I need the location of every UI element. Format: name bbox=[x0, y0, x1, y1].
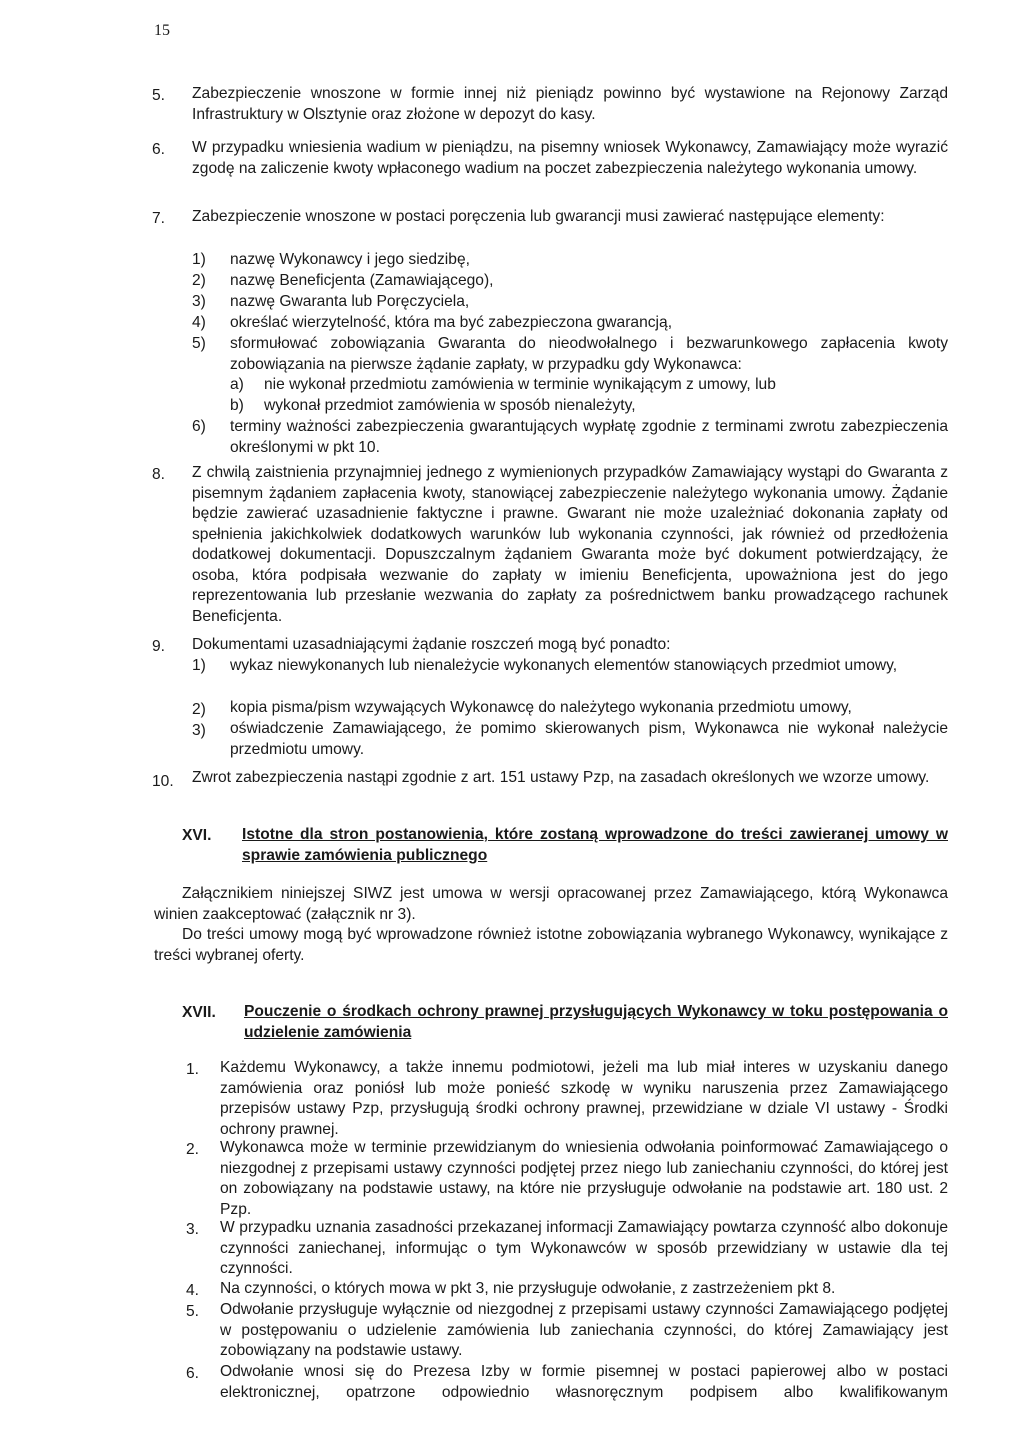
section-17-item-1-number: 1. bbox=[186, 1061, 200, 1078]
item-5-text: Zabezpieczenie wnoszone w formie innej niż pieniądz powinno być wystawione na Rejonowy Zarząd Infrastruktury w Olsztynie oraz złożone w depozyt do kasy. bbox=[192, 85, 948, 123]
section-17-item-5-text: Odwołanie przysługuje wyłącznie od niezgodnej z przepisami ustawy czynności Zamawiającego podjętej w postępowaniu o udzielenie zamówienia lub zaniechania czynności, do której Zamawiający jest zobowiązany na podstawie ustawy. bbox=[220, 1301, 948, 1359]
item-9-sub-2-number: 2) bbox=[192, 701, 206, 718]
section-17-item-3-text: W przypadku uznania zasadności przekazanej informacji Zamawiający powtarza czynność albo dokonuje czynności zaniechanej, informując o tym Wykonawców w sposób przewidziany w ustawie dla tej czynności. bbox=[220, 1219, 948, 1277]
item-7-5-b-text: wykonał przedmiot zamówienia w sposób nienależyty, bbox=[264, 397, 636, 414]
section-16-paragraph-1: Załącznikiem niniejszej SIWZ jest umowa w wersji opracowanej przez Zamawiającego, którą Wykonawca winien zaakceptować (załącznik nr 3). bbox=[154, 885, 948, 923]
item-8-number: 8. bbox=[152, 466, 166, 483]
section-17-item-6-text: Odwołanie wnosi się do Prezesa Izby w formie pisemnej w postaci papierowej albo w postaci elektronicznej, opatrzone odpowiednio własnoręcznym podpisem albo kwalifikowanym bbox=[220, 1363, 948, 1401]
section-16-paragraph-2: Do treści umowy mogą być wprowadzone również istotne zobowiązania wybranego Wykonawcy, wynikające z treści wybranej oferty. bbox=[154, 926, 948, 964]
section-17-item-1-text: Każdemu Wykonawcy, a także innemu podmiotowi, jeżeli ma lub miał interes w uzyskaniu danego zamówienia oraz poniósł lub może ponieść szkodę w wyniku naruszenia przez Zamawiającego przepisów ustawy Pzp, przysługują środki ochrony prawnej, przewidziane w dziale VI ustawy - Środki ochrony prawnej. bbox=[220, 1059, 948, 1138]
section-17-item-6-number: 6. bbox=[186, 1365, 200, 1382]
item-7-sub-3-number: 3) bbox=[192, 293, 206, 310]
item-7-5-b-number: b) bbox=[230, 397, 244, 414]
section-16-title: Istotne dla stron postanowienia, które zostaną wprowadzone do treści zawieranej umowy w sprawie zamówienia publicznego bbox=[242, 826, 948, 864]
item-7-5-a-number: a) bbox=[230, 376, 244, 393]
section-17-item-5-number: 5. bbox=[186, 1303, 200, 1320]
item-9-sub-1-text: wykaz niewykonanych lub nienależycie wykonanych elementów stanowiących przedmiot umowy, bbox=[230, 657, 898, 674]
page-number: 15 bbox=[154, 22, 170, 39]
item-9-sub-1-number: 1) bbox=[192, 657, 206, 674]
item-7-sub-4-number: 4) bbox=[192, 314, 206, 331]
item-7-text: Zabezpieczenie wnoszone w postaci poręczenia lub gwarancji musi zawierać następujące elementy: bbox=[192, 208, 885, 225]
item-6-text: W przypadku wniesienia wadium w pieniądzu, na pisemny wniosek Wykonawcy, Zamawiający może wyrazić zgodę na zaliczenie kwoty wpłaconego wadium na poczet zabezpieczenia należytego wykonania umowy. bbox=[192, 139, 948, 177]
section-16-number: XVI. bbox=[182, 827, 212, 844]
item-7-sub-5-number: 5) bbox=[192, 335, 206, 352]
item-7-sub-2-text: nazwę Beneficjenta (Zamawiającego), bbox=[230, 272, 494, 289]
item-5-number: 5. bbox=[152, 87, 166, 104]
item-7-sub-1-number: 1) bbox=[192, 251, 206, 268]
item-9-text: Dokumentami uzasadniającymi żądanie roszczeń mogą być ponadto: bbox=[192, 636, 671, 653]
item-7-sub-4-text: określać wierzytelność, która ma być zabezpieczona gwarancją, bbox=[230, 314, 673, 331]
item-9-number: 9. bbox=[152, 638, 166, 655]
item-7-sub-3-text: nazwę Gwaranta lub Poręczyciela, bbox=[230, 293, 470, 310]
item-7-sub-6-text: terminy ważności zabezpieczenia gwarantujących wypłatę zgodnie z terminami zwrotu zabezpieczenia określonymi w pkt 10. bbox=[230, 418, 948, 456]
item-10-number: 10. bbox=[152, 773, 174, 790]
item-8-text: Z chwilą zaistnienia przynajmniej jednego z wymienionych przypadków Zamawiający wystąpi do Gwaranta z pisemnym żądaniem zapłacenia kwoty, stanowiącej zabezpieczenie należytego wykonania umowy. Żądanie będzie zawierać uzasadnienie faktyczne i prawne. Gwarant nie może uzależniać dokonania zapłaty od spełnienia jakichkolwiek dodatkowych warunków lub wykonania czynności, jak również od przedłożenia dodatkowej dokumentacji. Dopuszczalnym żądaniem Gwaranta może być dokument potwierdzający, że osoba, która podpisała wezwanie do zapłaty w imieniu Beneficjenta, upoważniona jest do jego reprezentowania lub przesłanie wezwania do zapłaty za pośrednictwem banku prowadzącego rachunek Beneficjenta. bbox=[192, 464, 948, 625]
section-17-title: Pouczenie o środkach ochrony prawnej przysługujących Wykonawcy w toku postępowania o udzielenie zamówienia bbox=[244, 1003, 948, 1041]
section-17-item-2-number: 2. bbox=[186, 1141, 200, 1158]
item-7-sub-1-text: nazwę Wykonawcy i jego siedzibę, bbox=[230, 251, 470, 268]
section-17-item-3-number: 3. bbox=[186, 1221, 200, 1238]
item-7-5-a-text: nie wykonał przedmiotu zamówienia w terminie wynikającym z umowy, lub bbox=[264, 376, 776, 393]
item-9-sub-3-number: 3) bbox=[192, 722, 206, 739]
item-6-number: 6. bbox=[152, 141, 166, 158]
item-7-sub-6-number: 6) bbox=[192, 418, 206, 435]
item-10-text: Zwrot zabezpieczenia nastąpi zgodnie z art. 151 ustawy Pzp, na zasadach określonych we wzorze umowy. bbox=[192, 769, 930, 786]
item-7-sub-5-text: sformułować zobowiązania Gwaranta do nieodwołalnego i bezwarunkowego zapłacenia kwoty zobowiązania na pierwsze żądanie zapłaty, w przypadku gdy Wykonawca: bbox=[230, 335, 948, 373]
section-17-item-4-number: 4. bbox=[186, 1282, 200, 1299]
section-17-item-2-text: Wykonawca może w terminie przewidzianym do wniesienia odwołania poinformować Zamawiającego o niezgodnej z przepisami ustawy czynności podjętej przez niego lub zaniechaniu czynności, do której jest on zobowiązany na podstawie ustawy, na które nie przysługuje odwołanie na podstawie art. 180 ust. 2 Pzp. bbox=[220, 1139, 948, 1218]
section-17-item-4-text: Na czynności, o których mowa w pkt 3, nie przysługuje odwołanie, z zastrzeżeniem pkt 8. bbox=[220, 1280, 836, 1297]
item-7-number: 7. bbox=[152, 210, 166, 227]
item-9-sub-2-text: kopia pisma/pism wzywających Wykonawcę do należytego wykonania przedmiotu umowy, bbox=[230, 699, 852, 716]
section-17-number: XVII. bbox=[182, 1004, 216, 1021]
item-7-sub-2-number: 2) bbox=[192, 272, 206, 289]
item-9-sub-3-text: oświadczenie Zamawiającego, że pomimo skierowanych pism, Wykonawca nie wykonał należycie przedmiotu umowy. bbox=[230, 720, 948, 758]
